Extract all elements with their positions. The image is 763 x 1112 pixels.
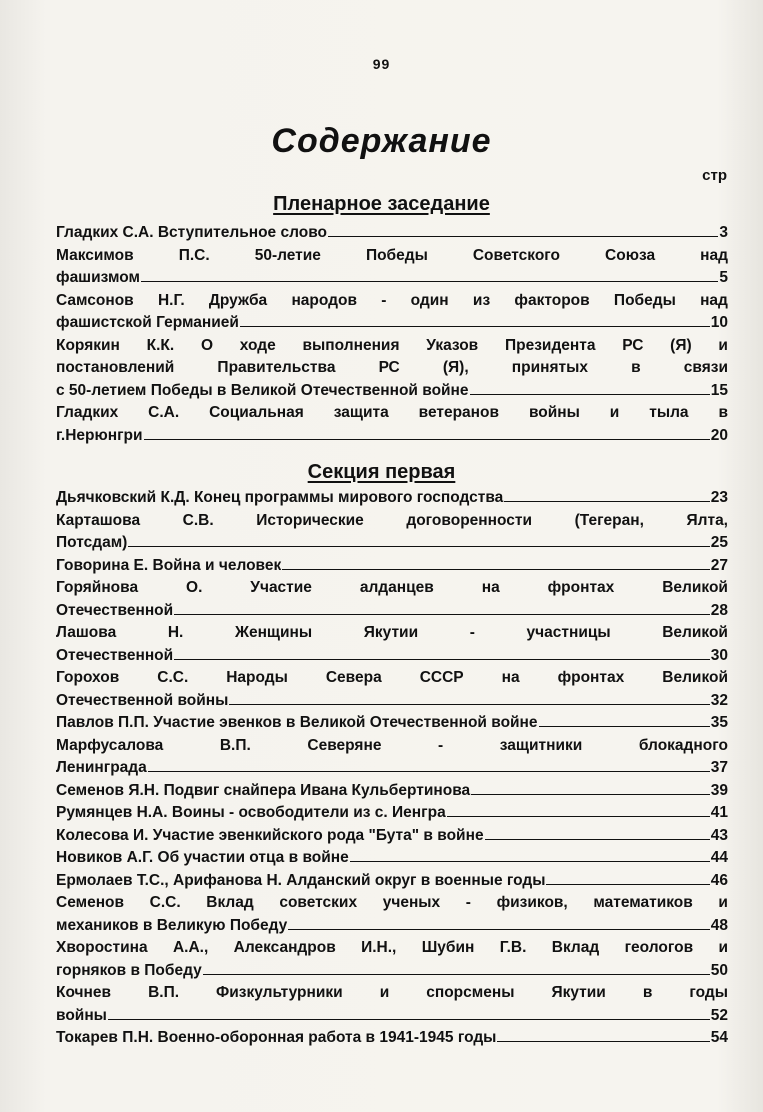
toc-entry: [56, 290, 728, 335]
toc-entry-page: 23: [710, 489, 728, 506]
toc-entry-text: механиков в Великую Победу: [56, 916, 288, 934]
toc-entry-text: Семенов Я.Н. Подвиг снайпера Ивана Кульбертинова: [56, 781, 471, 799]
dot-leader: [447, 816, 710, 817]
toc-entry-text: фашистской Германией: [56, 314, 239, 331]
dot-leader: [288, 929, 709, 930]
toc-entry: [56, 402, 728, 447]
dot-leader: [229, 704, 709, 705]
toc-entry-page: 25: [710, 534, 728, 551]
toc-entry: [56, 510, 728, 555]
toc-entry-page: 32: [710, 691, 728, 709]
dot-leader: [485, 839, 710, 840]
toc-entry-text: Семенов С.С. Вклад советских ученых - физиков, математиков и: [56, 894, 728, 911]
toc-entry-page: 39: [710, 781, 728, 799]
toc-entry: [56, 335, 728, 403]
toc-entry-text: Корякин К.К. О ходе выполнения Указов Президента РС (Я) и: [56, 336, 728, 354]
toc-entry-page: 41: [710, 804, 728, 821]
toc-entry-text: Румянцев Н.А. Воины - освободители из с. Иенгра: [56, 804, 446, 821]
toc-entry-text: Отечественной войны: [56, 691, 229, 709]
toc-entry: [56, 222, 728, 245]
toc-entry: [56, 712, 728, 735]
toc-entry: [56, 937, 728, 982]
toc-entry-text: постановлений Правительства РС (Я), принятых в связи: [56, 359, 728, 376]
dot-leader: [144, 439, 710, 440]
dot-leader: [128, 546, 709, 547]
toc-entry-page: 52: [710, 1006, 728, 1024]
dot-leader: [504, 501, 709, 502]
toc-entry-page: 48: [710, 916, 728, 934]
page-column-label: стр: [702, 167, 727, 184]
toc-entry-text: Колесова И. Участие эвенкийского рода "Бута" в войне: [56, 826, 484, 844]
dot-leader: [174, 659, 710, 660]
toc-entry-page: 27: [710, 556, 728, 574]
toc-entry-page: 30: [710, 646, 728, 664]
toc-plenary: [56, 222, 728, 447]
toc-entry-text: Отечественной: [56, 601, 174, 619]
toc-entry-page: 50: [710, 961, 728, 979]
toc-entry-text: Дьячковский К.Д. Конец программы мирового господства: [56, 489, 504, 506]
toc-entry: [56, 487, 728, 510]
toc-entry-text: Марфусалова В.П. Северяне - защитники блокадного: [56, 736, 728, 754]
page-title: Содержание: [271, 122, 492, 160]
toc-entry: [56, 577, 728, 622]
dot-leader: [141, 281, 718, 282]
toc-entry-text: фашизмом: [56, 269, 140, 286]
toc-entry-page: 54: [710, 1029, 728, 1046]
dot-leader: [497, 1041, 709, 1042]
toc-entry-text: Токарев П.Н. Военно-оборонная работа в 1941-1945 годы: [56, 1029, 497, 1046]
toc-entry-page: 5: [719, 269, 728, 286]
toc-entry-text: Кочнев В.П. Физкультурники и спорсмены Якутии в годы: [56, 984, 728, 1001]
toc-entry: [56, 982, 728, 1027]
toc-entry-text: Максимов П.С. 50-летие Победы Советского Союза над: [56, 246, 728, 264]
dot-leader: [240, 326, 710, 327]
toc-entry-page: 20: [710, 426, 728, 444]
toc-entry-page: 44: [710, 849, 728, 866]
toc-entry-text: Лашова Н. Женщины Якутии - участницы Великой: [56, 624, 728, 641]
dot-leader: [328, 236, 718, 237]
toc-entry-text: Гладких С.А. Вступительное слово: [56, 224, 328, 241]
toc-entry-page: 43: [710, 826, 728, 844]
toc-entry: [56, 892, 728, 937]
toc-entry-text: с 50-летием Победы в Великой Отечественной войне: [56, 381, 469, 399]
dot-leader: [539, 726, 710, 727]
dot-leader: [203, 974, 710, 975]
toc-entry-text: Хворостина А.А., Александров И.Н., Шубин Г.В. Вклад геологов и: [56, 939, 728, 956]
toc-entry: [56, 847, 728, 870]
toc-entry-text: Новиков А.Г. Об участии отца в войне: [56, 849, 349, 866]
toc-section-first: [56, 487, 728, 1050]
toc-entry: [56, 1027, 728, 1050]
toc-entry-text: Гладких С.А. Социальная защита ветеранов войны и тыла в: [56, 404, 728, 421]
dot-leader: [108, 1019, 710, 1020]
toc-entry-text: Говорина Е. Война и человек: [56, 556, 282, 574]
dot-leader: [470, 394, 710, 395]
toc-entry: [56, 735, 728, 780]
toc-entry-page: 37: [710, 759, 728, 776]
toc-entry-page: 35: [710, 714, 728, 731]
dot-leader: [471, 794, 710, 795]
toc-entry: [56, 622, 728, 667]
dot-leader: [148, 771, 710, 772]
toc-entry: [56, 667, 728, 712]
page-number: 99: [372, 56, 391, 72]
toc-entry-text: Отечественной: [56, 646, 174, 664]
toc-entry: [56, 802, 728, 825]
toc-entry-text: Ермолаев Т.С., Арифанова Н. Алданский округ в военные годы: [56, 871, 546, 889]
toc-entry-text: Самсонов Н.Г. Дружба народов - один из факторов Победы над: [56, 291, 728, 309]
toc-entry-text: войны: [56, 1006, 107, 1024]
toc-entry-text: Горохов С.С. Народы Севера СССР на фронтах Великой: [56, 669, 728, 686]
toc-entry-text: Карташова С.В. Исторические договоренности (Тегеран, Ялта,: [56, 511, 728, 529]
dot-leader: [350, 861, 710, 862]
dot-leader: [546, 884, 709, 885]
toc-entry-page: 28: [710, 601, 728, 619]
toc-entry-text: Потсдам): [56, 534, 128, 551]
toc-entry-text: Павлов П.П. Участие эвенков в Великой Отечественной войне: [56, 714, 538, 731]
toc-entry: [56, 870, 728, 893]
dot-leader: [174, 614, 710, 615]
toc-entry: [56, 555, 728, 578]
toc-entry: [56, 245, 728, 290]
toc-entry-page: 46: [710, 871, 728, 889]
toc-entry-text: горняков в Победу: [56, 961, 202, 979]
toc-entry-page: 15: [710, 381, 728, 399]
toc-entry: [56, 825, 728, 848]
dot-leader: [282, 569, 709, 570]
toc-entry-text: г.Нерюнгри: [56, 426, 143, 444]
section-heading-plenary: Пленарное заседание: [273, 193, 490, 215]
toc-entry-text: Горяйнова О. Участие алданцев на фронтах Великой: [56, 579, 728, 596]
toc-entry: [56, 780, 728, 803]
toc-entry-text: Ленинграда: [56, 759, 147, 776]
section-heading-first: Секция первая: [307, 461, 456, 483]
toc-entry-page: 10: [710, 314, 728, 331]
toc-entry-page: 3: [719, 224, 728, 241]
